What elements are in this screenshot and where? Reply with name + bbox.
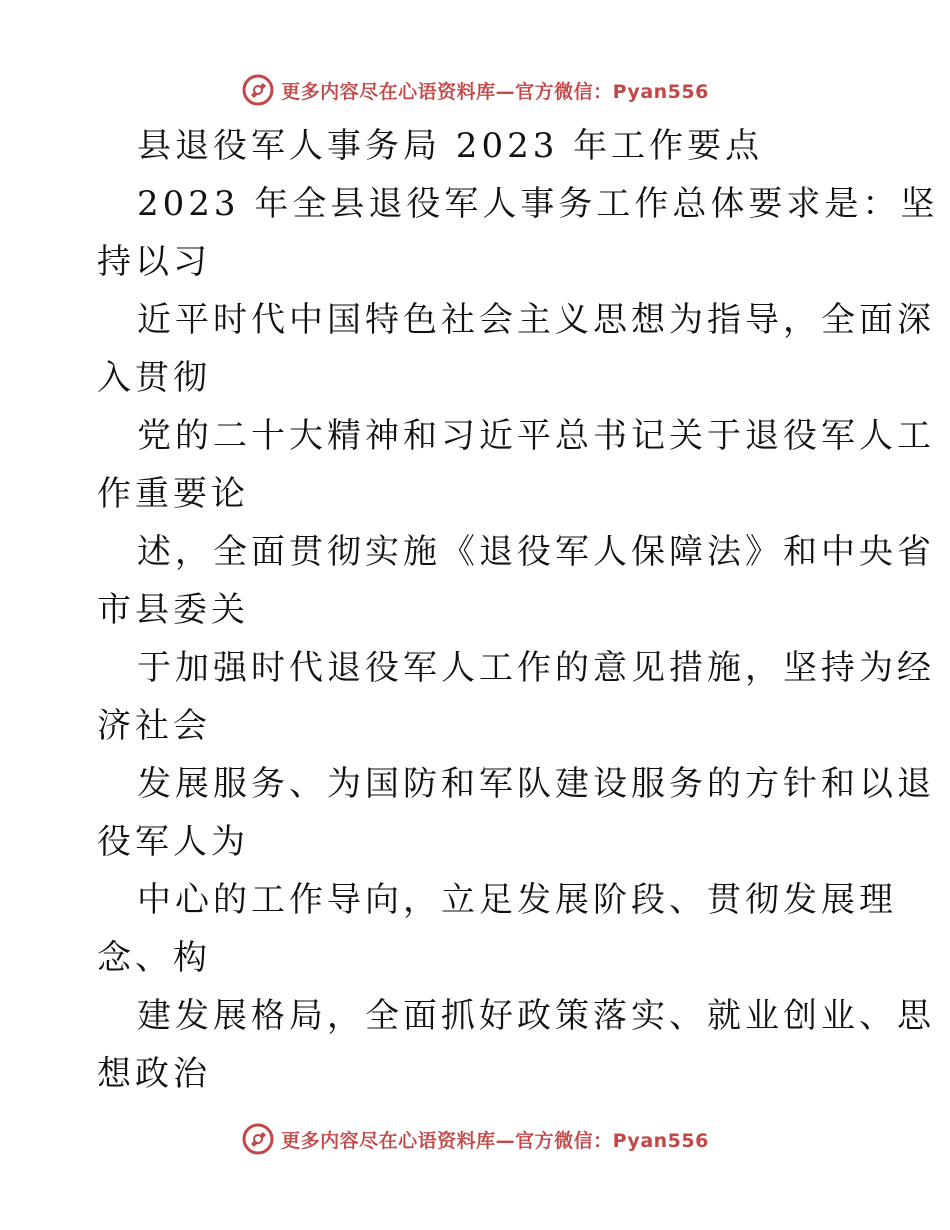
footer-banner-text: 更多内容尽在心语资料库—官方微信：Pyan556	[281, 1129, 709, 1152]
doc-line: 2023 年全县退役军人事务工作总体要求是：坚	[137, 184, 939, 224]
doc-line: 于加强时代退役军人工作的意见措施，坚持为经	[137, 648, 935, 688]
doc-line: 市县委关	[97, 590, 249, 630]
header-banner	[0, 68, 950, 112]
seal-logo-icon	[241, 1122, 275, 1156]
doc-line: 入贯彻	[97, 358, 211, 398]
doc-line: 近平时代中国特色社会主义思想为指导，全面深	[137, 300, 935, 340]
seal-logo-icon	[241, 73, 275, 107]
doc-line: 役军人为	[97, 822, 249, 862]
doc-line: 念、构	[97, 938, 211, 978]
doc-line: 持以习	[97, 242, 211, 282]
doc-line: 建发展格局，全面抓好政策落实、就业创业、思	[137, 996, 935, 1036]
doc-line: 想政治	[97, 1054, 211, 1094]
doc-line: 发展服务、为国防和军队建设服务的方针和以退	[137, 764, 935, 804]
doc-line: 作重要论	[97, 474, 249, 514]
doc-line: 中心的工作导向，立足发展阶段、贯彻发展理	[137, 880, 897, 920]
header-banner-text: 更多内容尽在心语资料库—官方微信：Pyan556	[281, 80, 709, 103]
doc-line: 党的二十大精神和习近平总书记关于退役军人工	[137, 416, 935, 456]
doc-line: 济社会	[97, 706, 211, 746]
footer-banner	[0, 1117, 950, 1161]
doc-line: 述，全面贯彻实施《退役军人保障法》和中央省	[137, 532, 935, 572]
doc-title: 县退役军人事务局 2023 年工作要点	[137, 126, 764, 166]
